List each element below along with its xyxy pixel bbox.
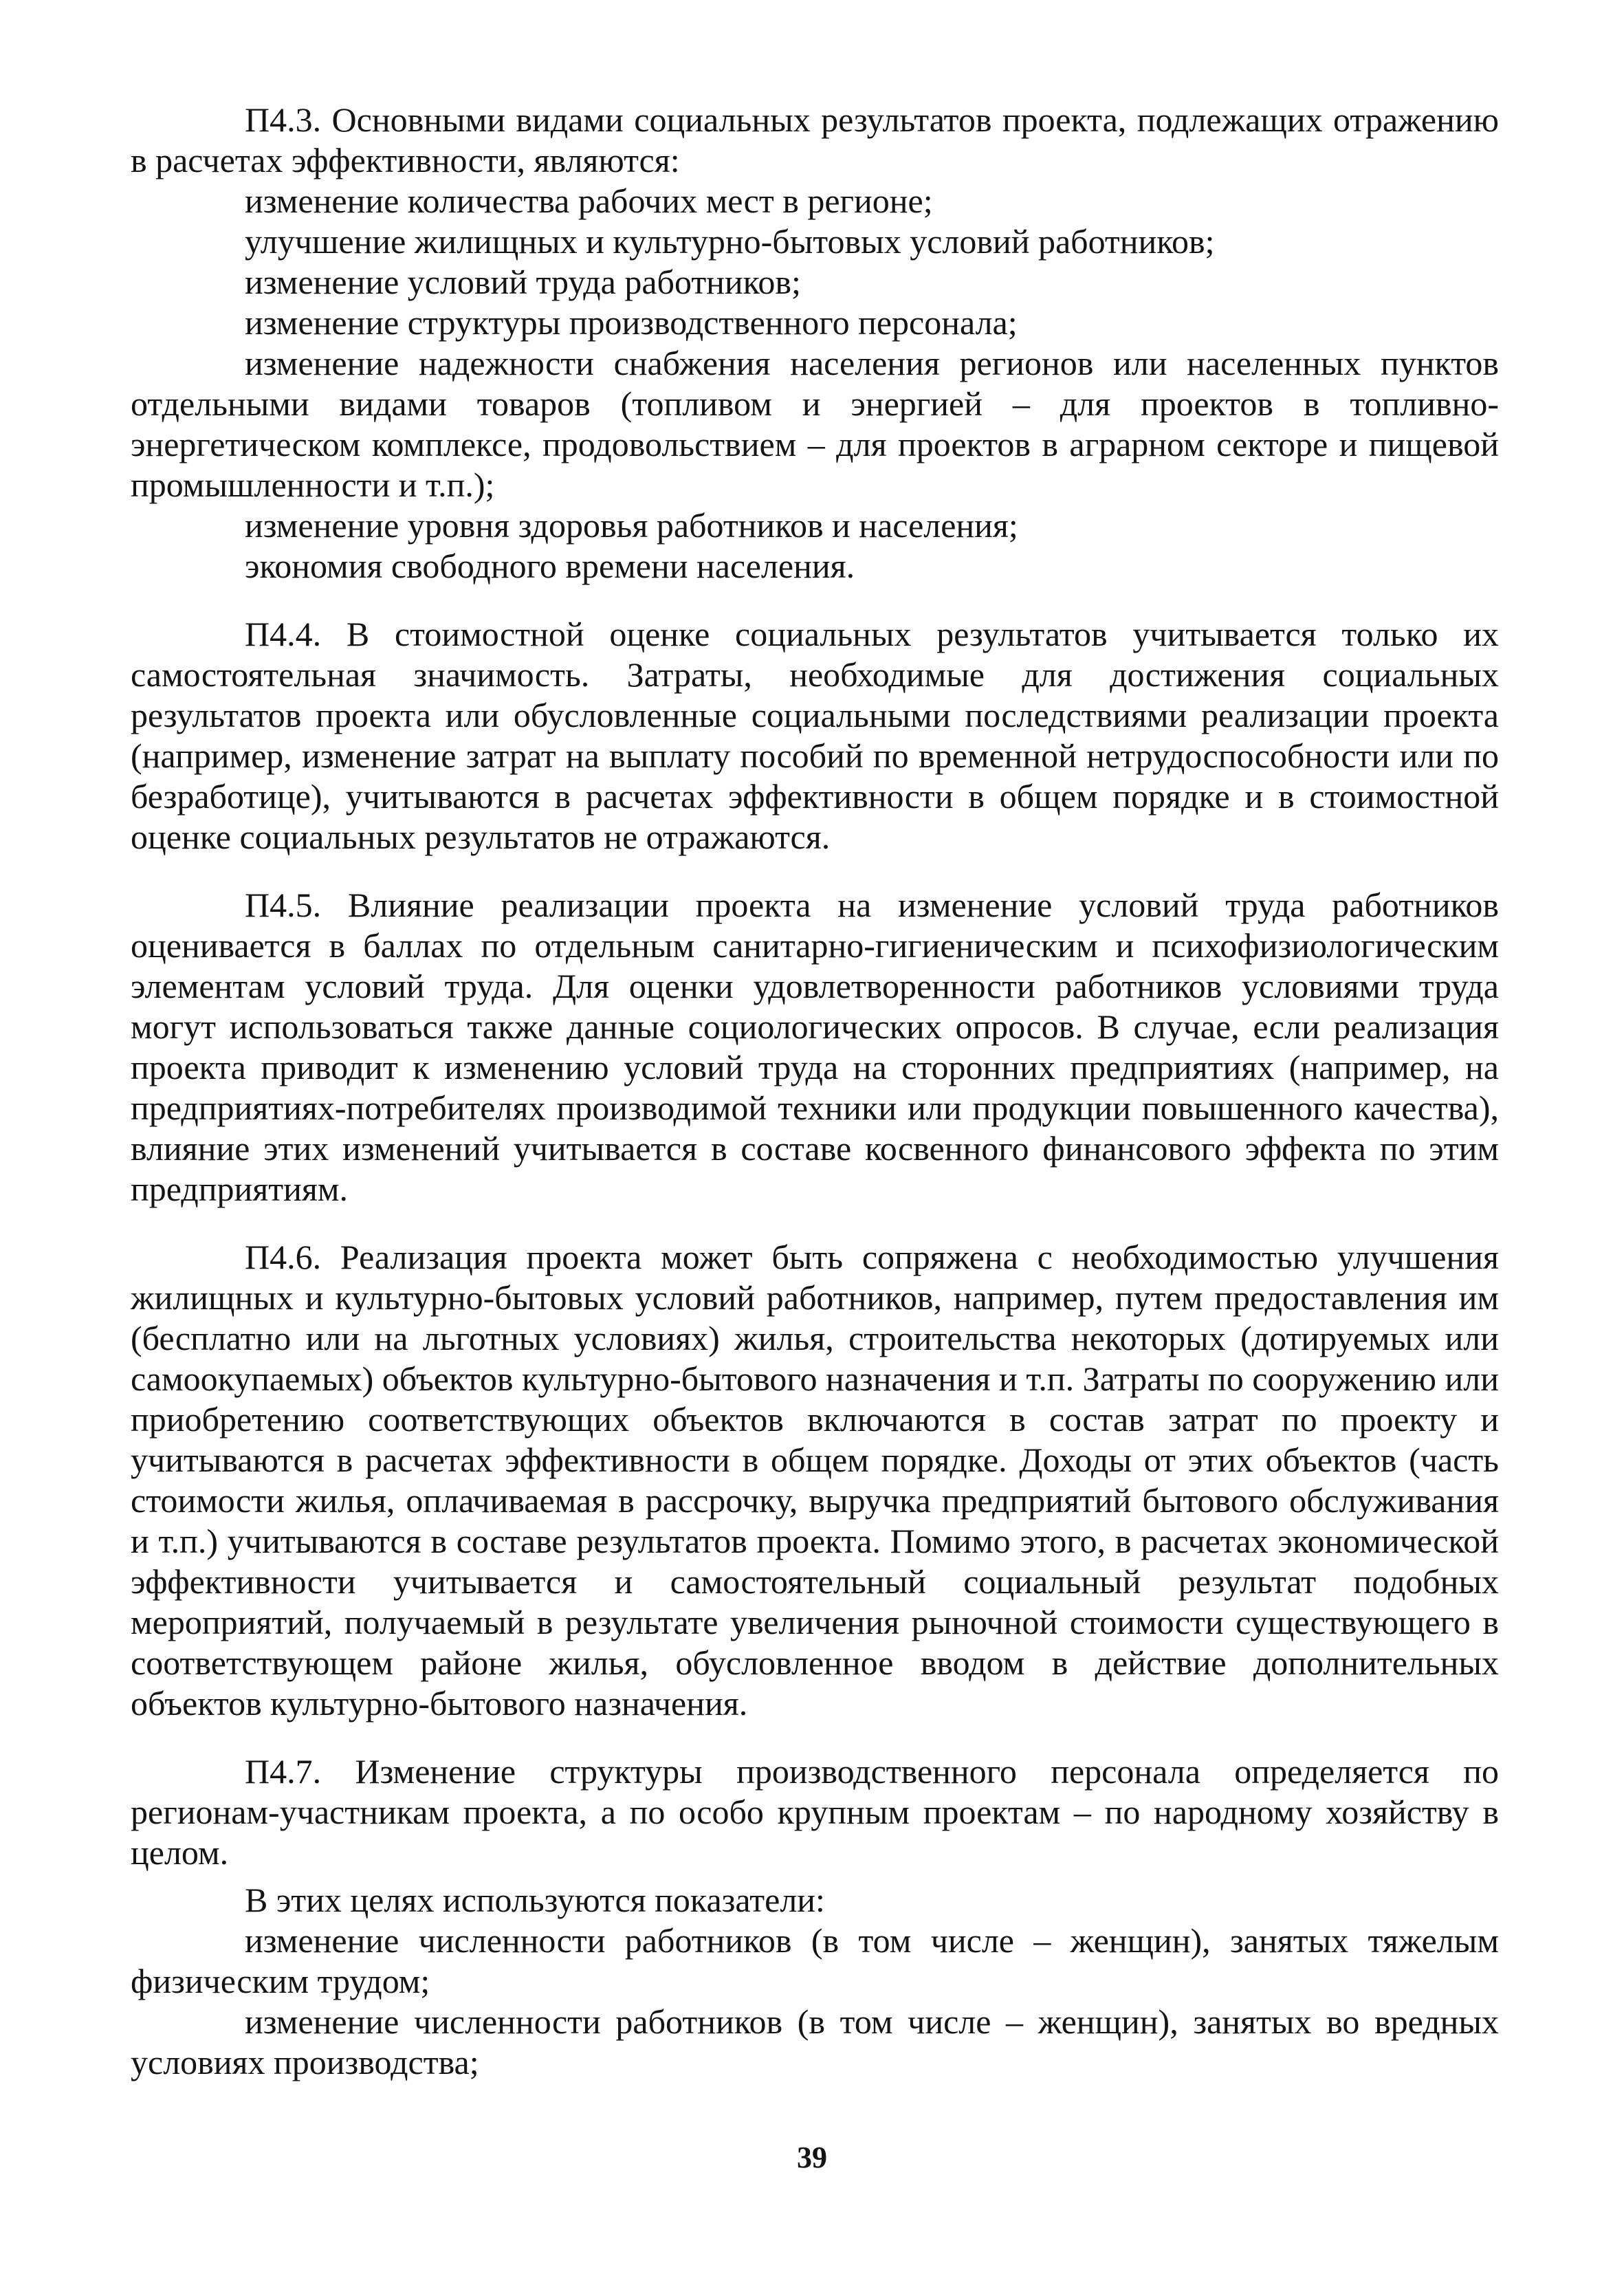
section-gap [131, 857, 1499, 885]
p45-paragraph: П4.5. Влияние реализации проекта на изменение условий труда работников оценивается в баллах по отдельным санитарно-гигиеническим и психофизиологическим элементам условий труда. Для оценки удовлетворенности работников условиями труда могут использоваться также данные социологических опросов. В случае, если реализация проекта приводит к изменению условий труда на сторонних предприятиях (например, на предприятиях-потребителях производимой техники или продукции повышенного качества), влияние этих изменений учитывается в составе косвенного финансового эффекта по этим предприятиям. [131, 886, 1499, 1208]
p47-paragraph: П4.7. Изменение структуры производственного персонала определяется по регионам-участникам проекта, а по особо крупным проектам – по народному хозяйству в целом. [131, 1752, 1499, 1872]
p43-item: изменение структуры производственного персонала; [245, 303, 1018, 342]
section-gap [131, 1724, 1499, 1751]
p44-paragraph: П4.4. В стоимостной оценке социальных результатов учитывается только их самостоятельная значимость. Затраты, необходимые для достижения социальных результатов проекта или обусловленные социальными последствиями реализации проекта (например, изменение затрат на выплату пособий по временной нетрудоспособности или по безработице), учитываются в расчетах эффективности в общем порядке и в стоимостной оценке социальных результатов не отражаются. [131, 615, 1499, 856]
p47-indicators-intro: В этих целях используются показатели: [245, 1881, 825, 1919]
page-number: 39 [797, 2141, 827, 2174]
p43-item: экономия свободного времени населения. [245, 547, 855, 585]
section-gap [131, 587, 1499, 614]
section-gap [131, 1210, 1499, 1237]
line-gap [131, 1873, 1499, 1880]
p43-item: изменение количества рабочих мест в регионе; [245, 182, 933, 220]
p43-item: изменение надежности снабжения населения регионов или населенных пунктов отдельными видами товаров (топливом и энергией – для проектов в топливно-энергетическом комплексе, продовольствием – для проектов в аграрном секторе и пищевой промышленности и т.п.); [131, 344, 1499, 504]
p47-indicator: изменение численности работников (в том числе – женщин), занятых тяжелым физическим трудом; [131, 1921, 1499, 2000]
document-page [131, 100, 1499, 2083]
p43-item: изменение условий труда работников; [245, 263, 801, 301]
p47-indicator: изменение численности работников (в том числе – женщин), занятых во вредных условиях производства; [131, 2002, 1499, 2081]
p43-item: изменение уровня здоровья работников и населения; [245, 506, 1018, 545]
p43-item: улучшение жилищных и культурно-бытовых условий работников; [245, 222, 1215, 261]
p43-intro: П4.3. Основными видами социальных результатов проекта, подлежащих отражению в расчетах эффективности, являются: [131, 100, 1499, 179]
p46-paragraph: П4.6. Реализация проекта может быть сопряжена с необходимостью улучшения жилищных и культурно-бытовых условий работников, например, путем предоставления им (бесплатно или на льготных условиях) жилья, строительства некоторых (дотируемых или самоокупаемых) объектов культурно-бытового назначения и т.п. Затраты по сооружению или приобретению соответствующих объектов включаются в состав затрат по проекту и учитываются в расчетах эффективности в общем порядке. Доходы от этих объектов (часть стоимости жилья, оплачиваемая в рассрочку, выручка предприятий бытового обслуживания и т.п.) учитываются в составе результатов проекта. Помимо этого, в расчетах экономической эффективности учитывается и самостоятельный социальный результат подобных мероприятий, получаемый в результате увеличения рыночной стоимости существующего в соответствующем районе жилья, обусловленное вводом в действие дополнительных объектов культурно-бытового назначения. [131, 1238, 1499, 1723]
